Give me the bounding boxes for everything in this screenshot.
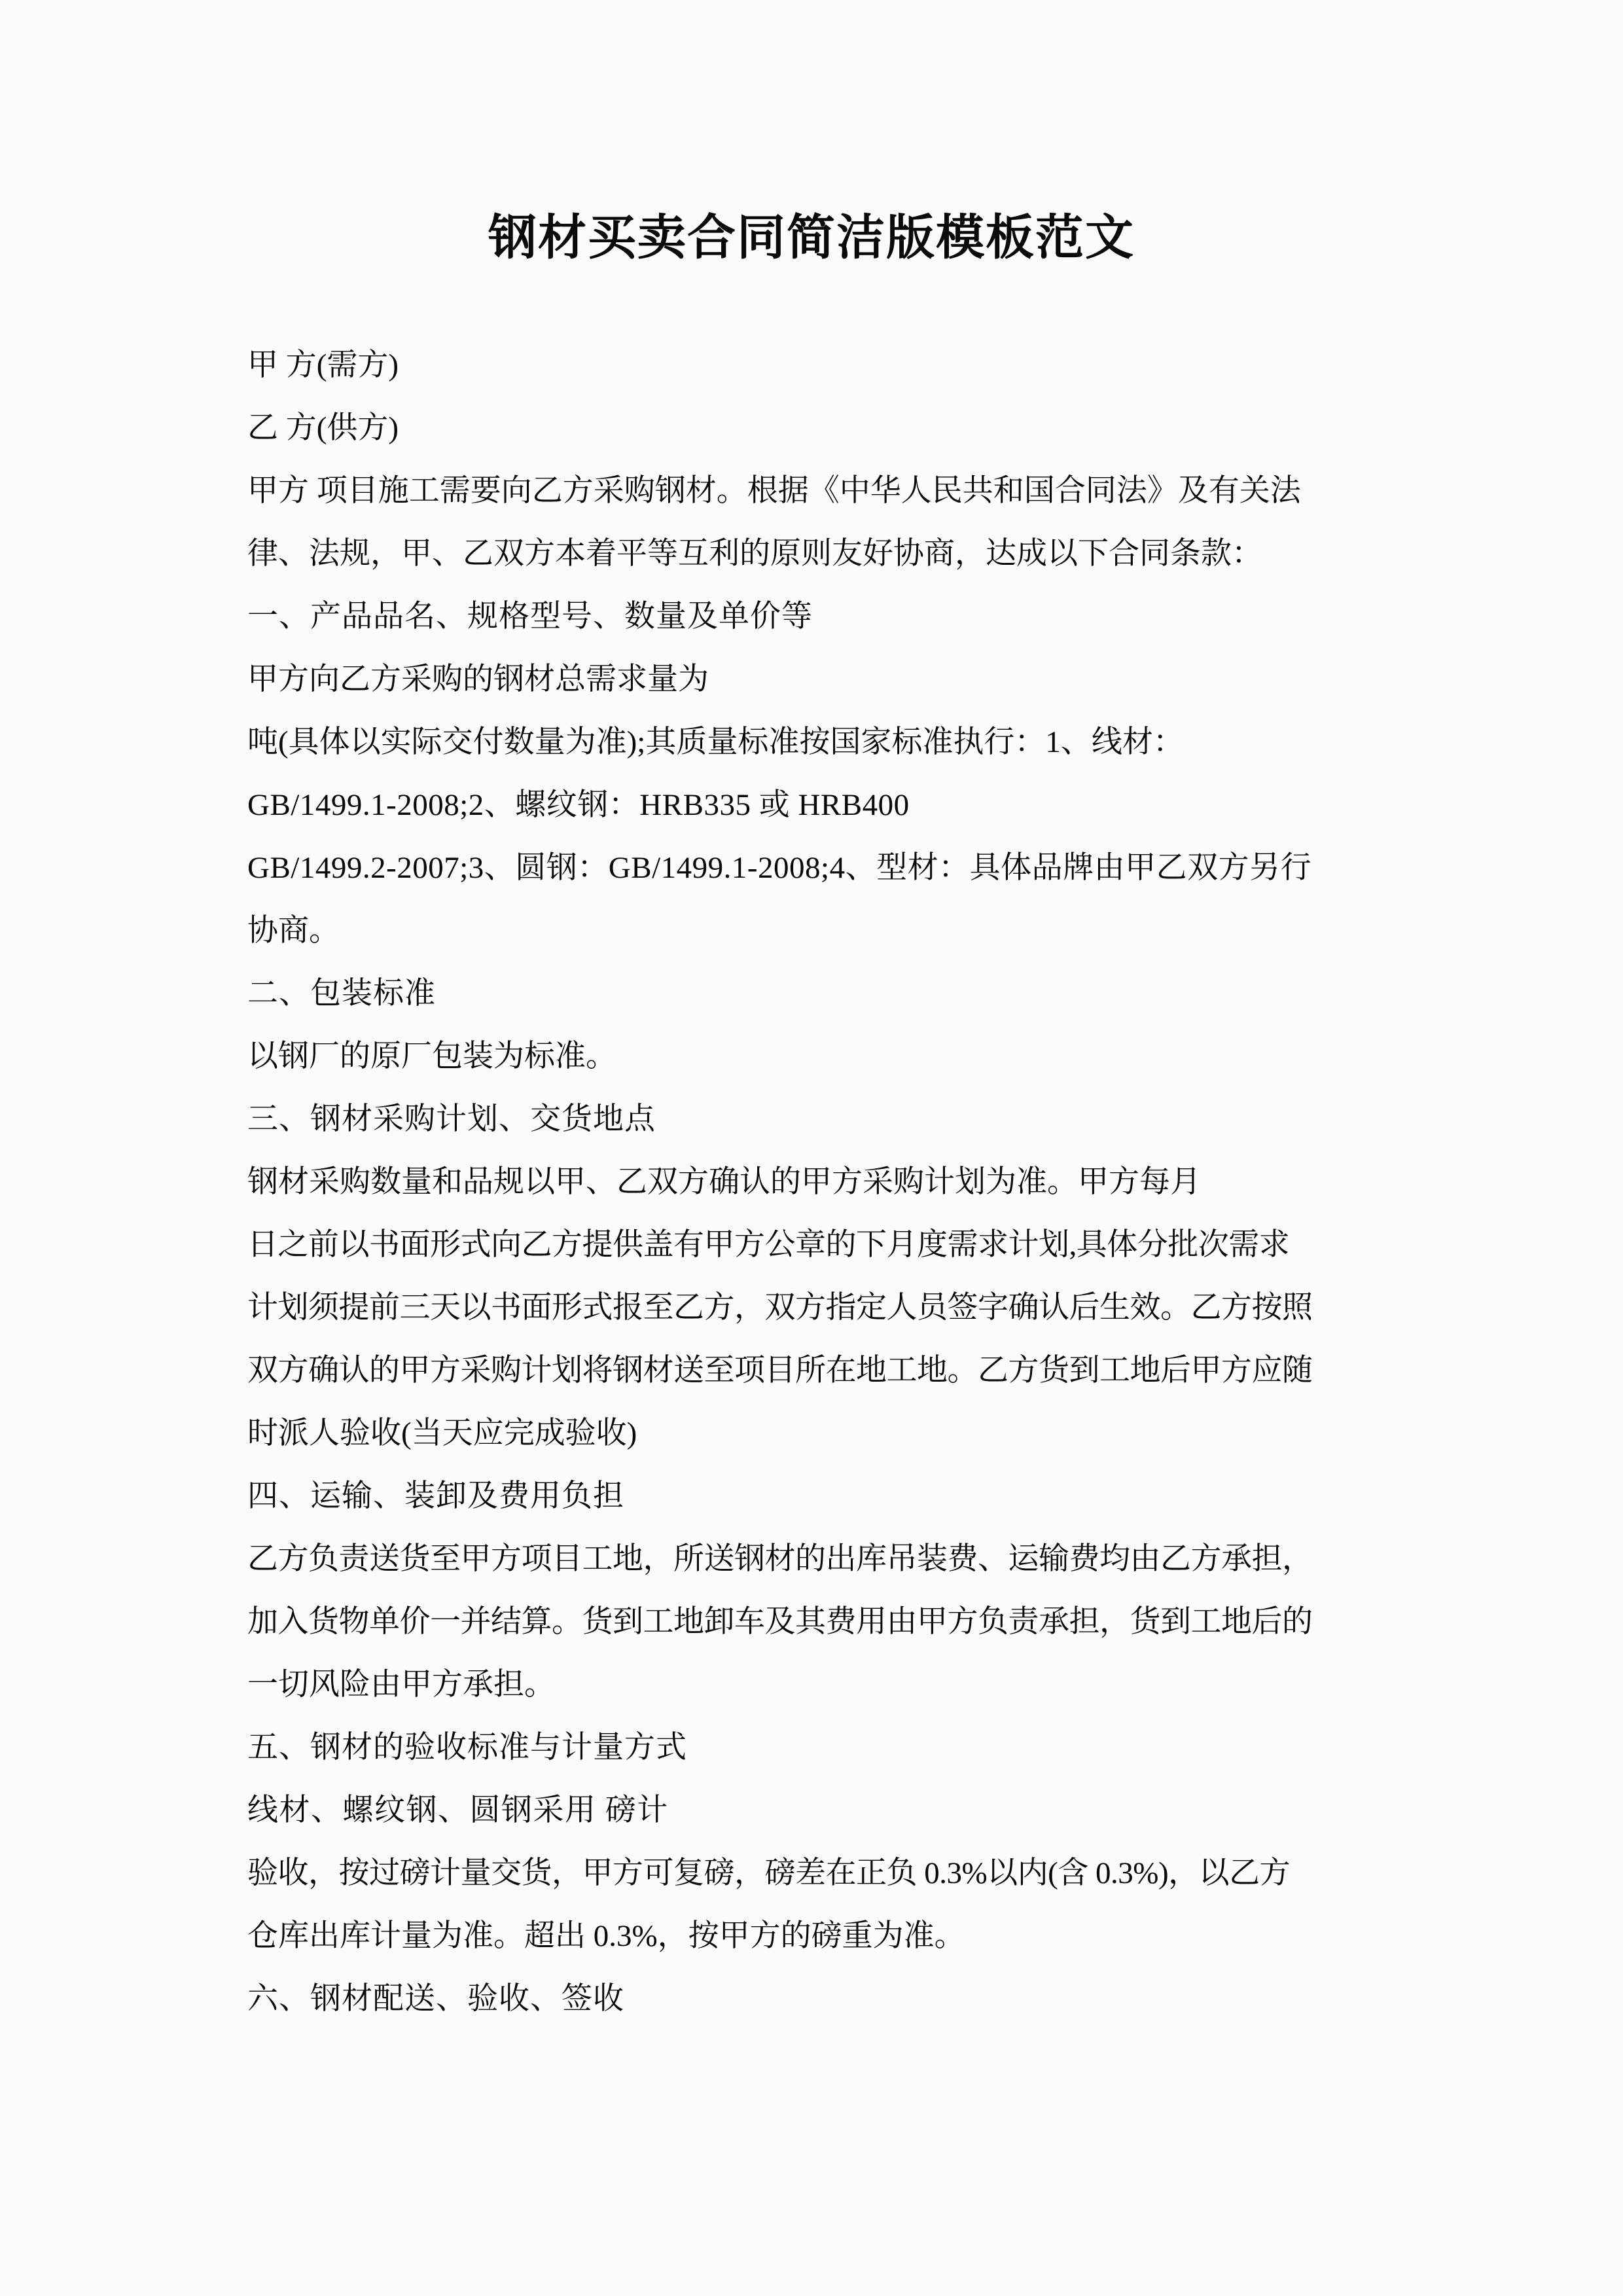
section-3-line-3: 计划须提前三天以书面形式报至乙方，双方指定人员签字确认后生效。乙方按照 — [247, 1291, 1313, 1325]
section-2-heading: 二、包装标准 — [247, 977, 436, 1011]
section-5-heading: 五、钢材的验收标准与计量方式 — [247, 1731, 687, 1765]
section-1-line-4: GB/1499.2-2007;3、圆钢：GB/1499.1-2008;4、型材：具体品牌由甲乙双方另行 — [247, 851, 1312, 885]
section-1-line-5: 协商。 — [247, 914, 340, 948]
section-4-line-3: 一切风险由甲方承担。 — [247, 1668, 555, 1702]
section-5-line-1: 线材、螺纹钢、圆钢采用 磅计 — [247, 1793, 669, 1827]
section-5-line-3: 仓库出库计量为准。超出 0.3%，按甲方的磅重为准。 — [247, 1919, 965, 1953]
page-title: 钢材买卖合同简洁版模板范文 — [488, 211, 1135, 265]
section-2-line-1: 以钢厂的原厂包装为标准。 — [247, 1039, 616, 1073]
section-1-line-1: 甲方向乙方采购的钢材总需求量为 — [247, 662, 709, 696]
section-3-line-4: 双方确认的甲方采购计划将钢材送至项目所在地工地。乙方货到工地后甲方应随 — [247, 1354, 1313, 1388]
preamble-line-2: 律、法规，甲、乙双方本着平等互利的原则友好协商，达成以下合同条款： — [247, 537, 1262, 571]
section-3-line-2: 日之前以书面形式向乙方提供盖有甲方公章的下月度需求计划,具体分批次需求 — [247, 1228, 1290, 1262]
section-3-line-1: 钢材采购数量和品规以甲、乙双方确认的甲方采购计划为准。甲方每月 — [247, 1165, 1201, 1199]
section-4-heading: 四、运输、装卸及费用负担 — [247, 1479, 624, 1513]
section-6-heading: 六、钢材配送、验收、签收 — [247, 1982, 624, 2016]
section-5-line-2: 验收，按过磅计量交货，甲方可复磅，磅差在正负 0.3%以内(含 0.3%)，以乙方 — [247, 1856, 1291, 1890]
section-3-line-5: 时派人验收(当天应完成验收) — [247, 1416, 637, 1450]
section-1-line-2: 吨(具体以实际交付数量为准);其质量标准按国家标准执行：1、线材： — [247, 725, 1184, 759]
party-a-line: 甲 方(需方) — [247, 348, 399, 382]
preamble-line-1: 甲方 项目施工需要向乙方采购钢材。根据《中华人民共和国合同法》及有关法 — [247, 474, 1301, 508]
section-4-line-1: 乙方负责送货至甲方项目工地，所送钢材的出库吊装费、运输费均由乙方承担， — [247, 1542, 1313, 1576]
section-1-line-3: GB/1499.1-2008;2、螺纹钢：HRB335 或 HRB400 — [247, 788, 910, 822]
section-3-heading: 三、钢材采购计划、交货地点 — [247, 1102, 656, 1136]
document-body — [247, 334, 1386, 2030]
party-b-line: 乙 方(供方) — [247, 411, 399, 445]
section-1-heading: 一、产品品名、规格型号、数量及单价等 — [247, 600, 813, 634]
section-4-line-2: 加入货物单价一并结算。货到工地卸车及其费用由甲方负责承担，货到工地后的 — [247, 1605, 1313, 1639]
